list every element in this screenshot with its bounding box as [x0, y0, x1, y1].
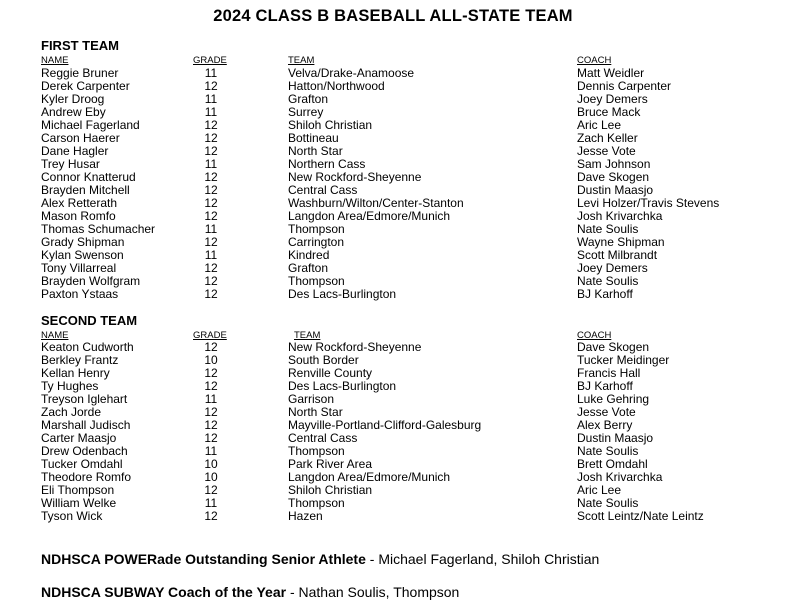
page-title: 2024 CLASS B BASEBALL ALL-STATE TEAM: [213, 7, 573, 25]
player-grade: 12: [204, 261, 218, 275]
player-name: Mason Romfo: [41, 209, 116, 223]
player-grade: 10: [204, 353, 218, 367]
player-coach: Joey Demers: [577, 92, 648, 106]
player-team: Central Cass: [288, 183, 358, 197]
player-coach: Josh Krivarchka: [577, 470, 663, 484]
table-row: [0, 93, 786, 106]
player-grade: 11: [204, 222, 218, 236]
player-name: Treyson Iglehart: [41, 392, 128, 406]
table-row: [0, 484, 786, 497]
award-coach-of-year-label: NDHSCA SUBWAY Coach of the Year: [41, 584, 287, 600]
first-team-heading: FIRST TEAM: [41, 38, 119, 53]
player-team: Hatton/Northwood: [288, 79, 385, 93]
player-coach: Scott Milbrandt: [577, 248, 658, 262]
player-name: Reggie Bruner: [41, 66, 119, 80]
player-coach: Nate Soulis: [577, 274, 639, 288]
player-name: Grady Shipman: [41, 235, 125, 249]
player-name: Ty Hughes: [41, 379, 99, 393]
second-team-heading: SECOND TEAM: [41, 313, 138, 328]
first-team-team-header: TEAM: [288, 55, 315, 66]
player-team: Des Lacs-Burlington: [288, 379, 397, 393]
player-grade: 12: [204, 118, 218, 132]
player-team: Renville County: [288, 366, 373, 380]
player-team: Northern Cass: [288, 157, 366, 171]
player-team: Washburn/Wilton/Center-Stanton: [288, 196, 464, 210]
player-name: Alex Retterath: [41, 196, 118, 210]
player-name: Connor Knatterud: [41, 170, 136, 184]
first-team-name-header: NAME: [41, 55, 69, 66]
player-coach: Josh Krivarchka: [577, 209, 663, 223]
player-name: Keaton Cudworth: [41, 340, 134, 354]
player-coach: BJ Karhoff: [577, 379, 633, 393]
player-name: Dane Hagler: [41, 144, 109, 158]
player-coach: Dave Skogen: [577, 340, 650, 354]
table-row: [0, 80, 786, 93]
player-team: Carrington: [288, 235, 345, 249]
player-team: Park River Area: [288, 457, 373, 471]
player-grade: 12: [204, 340, 218, 354]
player-coach: Joey Demers: [577, 261, 648, 275]
player-coach: Luke Gehring: [577, 392, 650, 406]
player-name: Kyler Droog: [41, 92, 105, 106]
player-team: Grafton: [288, 92, 329, 106]
player-grade: 10: [204, 470, 218, 484]
player-grade: 12: [204, 274, 218, 288]
table-row: [0, 145, 786, 158]
first-team-coach-header: COACH: [577, 55, 612, 66]
player-grade: 12: [204, 144, 218, 158]
player-name: Zach Jorde: [41, 405, 102, 419]
player-coach: Zach Keller: [577, 131, 638, 145]
player-coach: Nate Soulis: [577, 222, 639, 236]
player-coach: Sam Johnson: [577, 157, 651, 171]
player-coach: Jesse Vote: [577, 405, 636, 419]
player-coach: Francis Hall: [577, 366, 641, 380]
player-grade: 11: [204, 392, 218, 406]
player-team: Shiloh Christian: [288, 118, 373, 132]
player-grade: 12: [204, 379, 218, 393]
player-grade: 12: [204, 183, 218, 197]
award-senior-athlete-label: NDHSCA POWERade Outstanding Senior Athlete: [41, 551, 366, 567]
table-row: [0, 393, 786, 406]
second-team-grade-header: GRADE: [193, 330, 227, 341]
second-team-coach-header: COACH: [577, 330, 612, 341]
player-coach: Brett Omdahl: [577, 457, 648, 471]
player-grade: 12: [204, 235, 218, 249]
player-coach: Nate Soulis: [577, 444, 639, 458]
player-coach: Scott Leintz/Nate Leintz: [577, 509, 704, 523]
table-row: [0, 354, 786, 367]
table-row: [0, 249, 786, 262]
award-senior-athlete: [41, 551, 599, 567]
player-grade: 12: [204, 366, 218, 380]
player-name: William Welke: [41, 496, 117, 510]
player-coach: Nate Soulis: [577, 496, 639, 510]
second-team-list: [0, 341, 786, 523]
award-coach-of-year: [41, 584, 459, 600]
player-team: Velva/Drake-Anamoose: [288, 66, 415, 80]
first-team-grade-header: GRADE: [193, 55, 227, 66]
player-coach: Matt Weidler: [577, 66, 645, 80]
player-team: Shiloh Christian: [288, 483, 373, 497]
player-coach: Aric Lee: [577, 118, 622, 132]
player-name: Brayden Mitchell: [41, 183, 130, 197]
player-coach: Dustin Maasjo: [577, 183, 654, 197]
player-team: Thompson: [288, 496, 345, 510]
player-grade: 11: [204, 92, 218, 106]
player-coach: Aric Lee: [577, 483, 622, 497]
player-grade: 12: [204, 287, 218, 301]
player-grade: 12: [204, 79, 218, 93]
table-row: [0, 419, 786, 432]
player-name: Derek Carpenter: [41, 79, 130, 93]
player-grade: 12: [204, 170, 218, 184]
player-team: Thompson: [288, 222, 345, 236]
player-team: Thompson: [288, 274, 345, 288]
player-coach: Dennis Carpenter: [577, 79, 672, 93]
award-senior-athlete-value: - Michael Fagerland, Shiloh Christian: [365, 551, 600, 567]
player-team: Langdon Area/Edmore/Munich: [288, 470, 451, 484]
table-row: [0, 510, 786, 523]
player-name: Michael Fagerland: [41, 118, 140, 132]
player-team: Grafton: [288, 261, 329, 275]
player-grade: 12: [204, 196, 218, 210]
player-team: Surrey: [288, 105, 324, 119]
player-grade: 12: [204, 509, 218, 523]
player-name: Theodore Romfo: [41, 470, 132, 484]
player-team: Des Lacs-Burlington: [288, 287, 397, 301]
player-team: Langdon Area/Edmore/Munich: [288, 209, 451, 223]
player-name: Carter Maasjo: [41, 431, 117, 445]
player-name: Kylan Swenson: [41, 248, 124, 262]
player-name: Paxton Ystaas: [41, 287, 119, 301]
player-team: New Rockford-Sheyenne: [288, 340, 422, 354]
player-team: Thompson: [288, 444, 345, 458]
player-name: Marshall Judisch: [41, 418, 131, 432]
player-grade: 12: [204, 483, 218, 497]
player-name: Drew Odenbach: [41, 444, 128, 458]
player-name: Eli Thompson: [41, 483, 115, 497]
player-coach: BJ Karhoff: [577, 287, 633, 301]
player-grade: 12: [204, 418, 218, 432]
player-name: Berkley Frantz: [41, 353, 119, 367]
player-coach: Tucker Meidinger: [577, 353, 670, 367]
player-team: Garrison: [288, 392, 335, 406]
player-grade: 11: [204, 248, 218, 262]
player-coach: Wayne Shipman: [577, 235, 665, 249]
player-grade: 11: [204, 444, 218, 458]
player-coach: Dave Skogen: [577, 170, 650, 184]
player-grade: 12: [204, 131, 218, 145]
table-row: [0, 132, 786, 145]
player-name: Carson Haerer: [41, 131, 120, 145]
table-row: [0, 288, 786, 301]
player-team: Mayville-Portland-Clifford-Galesburg: [288, 418, 482, 432]
player-team: Kindred: [288, 248, 330, 262]
second-team-name-header: NAME: [41, 330, 69, 341]
player-grade: 11: [204, 496, 218, 510]
player-coach: Dustin Maasjo: [577, 431, 654, 445]
player-team: Central Cass: [288, 431, 358, 445]
player-coach: Alex Berry: [577, 418, 633, 432]
player-name: Brayden Wolfgram: [41, 274, 141, 288]
player-coach: Jesse Vote: [577, 144, 636, 158]
first-team-list: [0, 67, 786, 301]
player-name: Tucker Omdahl: [41, 457, 123, 471]
player-name: Trey Husar: [41, 157, 100, 171]
player-grade: 12: [204, 431, 218, 445]
player-name: Andrew Eby: [41, 105, 106, 119]
player-name: Kellan Henry: [41, 366, 110, 380]
player-grade: 12: [204, 209, 218, 223]
player-team: South Border: [288, 353, 359, 367]
second-team-team-header: TEAM: [294, 330, 321, 341]
player-team: Bottineau: [288, 131, 339, 145]
player-grade: 11: [204, 66, 218, 80]
player-team: North Star: [288, 144, 343, 158]
player-coach: Bruce Mack: [577, 105, 641, 119]
player-team: North Star: [288, 405, 343, 419]
player-team: New Rockford-Sheyenne: [288, 170, 422, 184]
player-grade: 10: [204, 457, 218, 471]
player-name: Thomas Schumacher: [41, 222, 156, 236]
player-grade: 11: [204, 105, 218, 119]
player-team: Hazen: [288, 509, 323, 523]
table-row: [0, 471, 786, 484]
player-name: Tyson Wick: [41, 509, 103, 523]
player-name: Tony Villarreal: [41, 261, 117, 275]
player-coach: Levi Holzer/Travis Stevens: [577, 196, 720, 210]
player-grade: 12: [204, 405, 218, 419]
award-coach-of-year-value: - Nathan Soulis, Thompson: [286, 584, 460, 600]
player-grade: 11: [204, 157, 218, 171]
